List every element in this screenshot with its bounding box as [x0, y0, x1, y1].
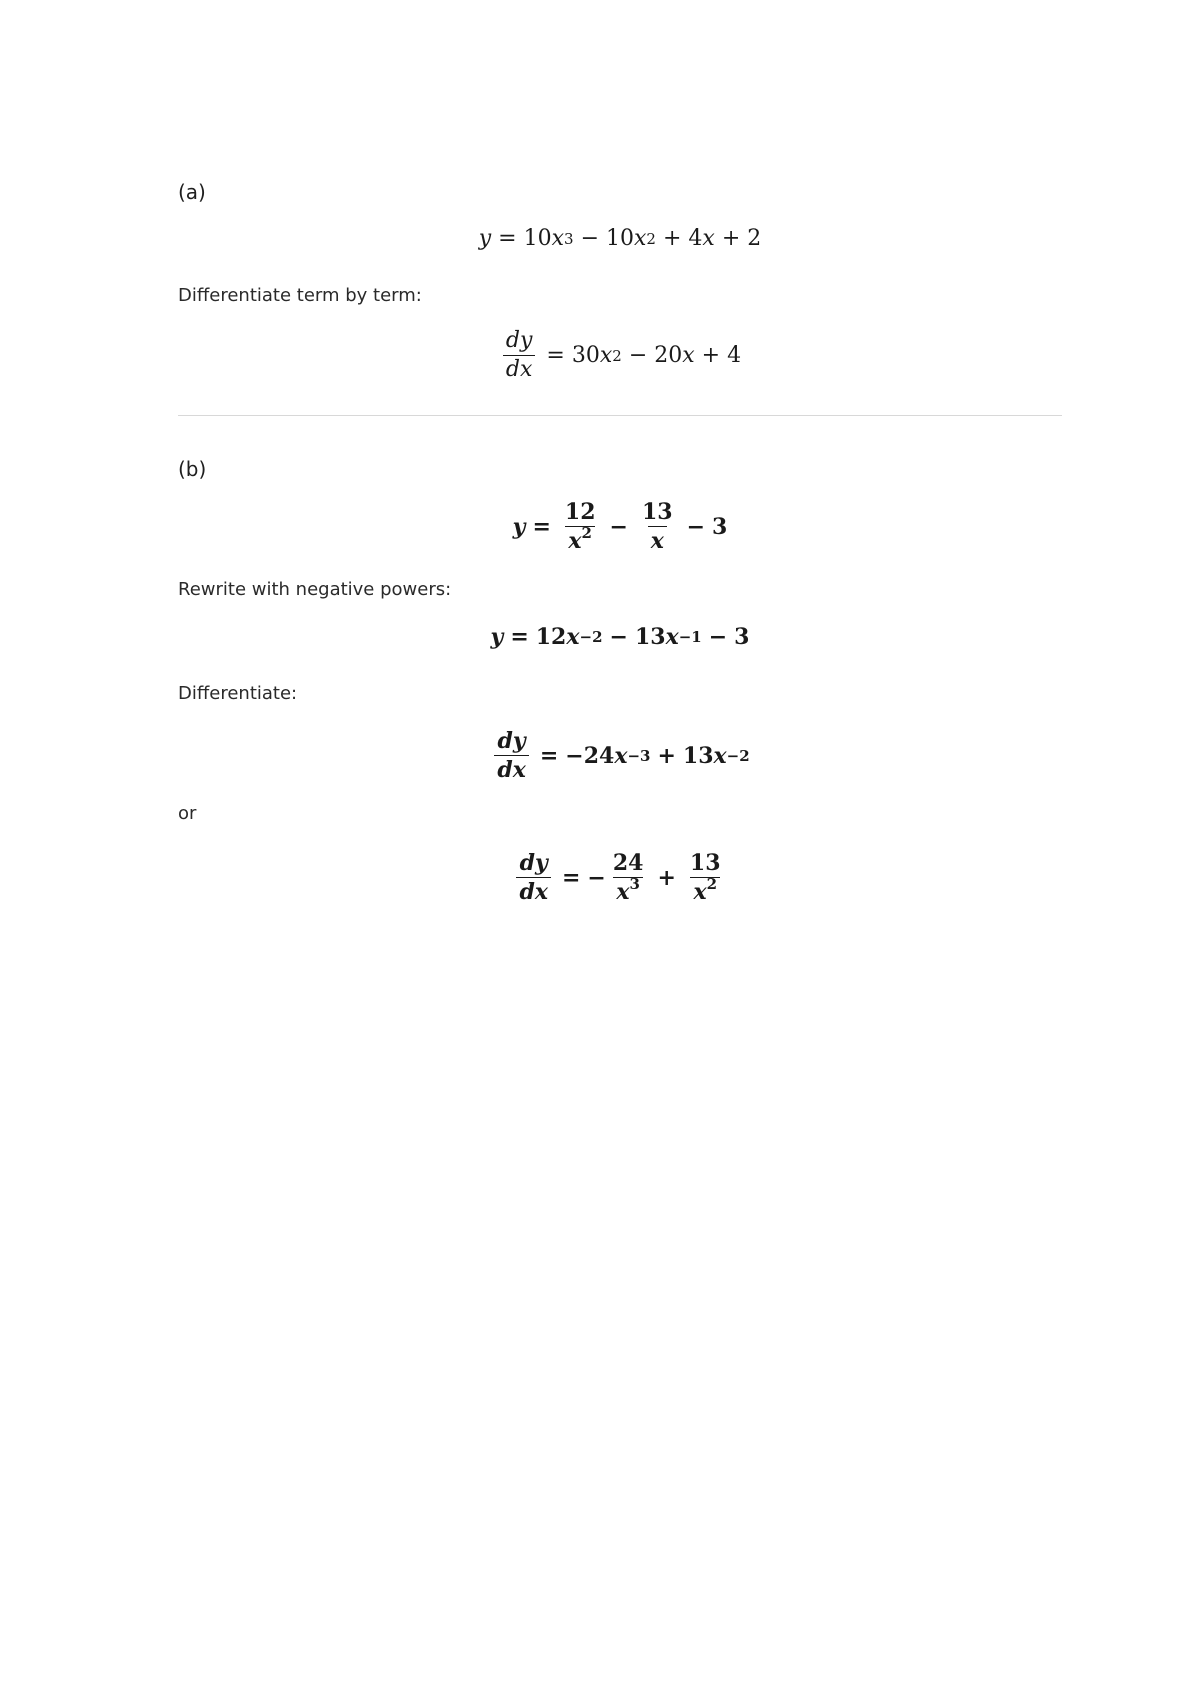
fraction-numerator: 12 [564, 499, 596, 525]
fraction-numerator: 24 [612, 850, 644, 876]
eq-operator: + [662, 226, 682, 251]
eq-operator: = [498, 226, 517, 251]
fraction-numerator: 13 [641, 499, 673, 525]
part-b-equation-2: y = 12 x −2 − 13 x −1 − 3 [490, 624, 750, 650]
eq-operator: + [721, 226, 741, 251]
eq-coefficient: 13 [682, 742, 714, 769]
eq-exponent: 2 [581, 524, 592, 542]
fraction-numerator: dy [519, 850, 548, 876]
part-b-equation-4 [178, 850, 1062, 904]
eq-variable: x [616, 879, 630, 905]
eq-operator: − [609, 513, 628, 540]
derivative-fraction [516, 851, 551, 904]
fraction-denominator [565, 526, 595, 553]
fraction-denominator: dx [494, 755, 529, 782]
eq-coefficient: 13 [634, 624, 666, 650]
eq-operator: = [510, 624, 529, 650]
eq-symbol: y [512, 513, 526, 540]
part-a-instruction: Differentiate term by term: [178, 285, 422, 306]
eq-exponent: 3 [629, 875, 640, 893]
eq-coefficient: −24 [565, 742, 615, 769]
eq-symbol: y [490, 624, 504, 650]
part-a-equation-2: $\frac{dy}{dx}$ = 30 x 2 − 20 x + 4 [178, 328, 1062, 382]
eq-operator: − [609, 624, 628, 650]
eq-exponent: 2 [706, 875, 717, 893]
part-a-label: (a) [178, 180, 206, 204]
part-a-equation-1: y = 10 x 3 − 10 x 2 + 4 x + 2 [478, 226, 762, 251]
part-b-equation-1 [178, 500, 1062, 553]
eq-operator: − [708, 624, 728, 650]
fraction-numerator: dy [497, 728, 526, 754]
fraction [610, 851, 647, 904]
eq-variable: x [693, 879, 707, 905]
eq-coefficient: 30 [571, 343, 600, 368]
eq-operator: = [561, 864, 581, 891]
eq-coefficient: 10 [523, 226, 552, 251]
fraction [639, 500, 676, 553]
eq-variable: x [634, 226, 647, 251]
eq-variable: x [566, 624, 580, 650]
eq-operator: − [580, 226, 599, 251]
eq-operator: = [532, 513, 551, 540]
derivative-fraction [503, 329, 536, 382]
eq-operator: + [657, 864, 676, 891]
fraction-denominator [690, 877, 720, 904]
part-b-instruction-3: or [178, 803, 197, 824]
fraction-denominator: dx [503, 355, 536, 382]
fraction-denominator [613, 877, 643, 904]
eq-variable: x [568, 528, 582, 554]
fraction [562, 500, 599, 553]
eq-negative-sign: − [587, 864, 606, 891]
part-b-label: (b) [178, 457, 207, 481]
eq-constant: 4 [727, 343, 742, 368]
eq-constant: 3 [734, 624, 750, 650]
eq-coefficient: 12 [535, 624, 567, 650]
fraction-numerator: 13 [689, 850, 721, 876]
part-b-instruction-1: Rewrite with negative powers: [178, 579, 452, 600]
eq-coefficient: 10 [606, 226, 634, 251]
eq-operator: − [628, 343, 648, 368]
eq-variable: x [599, 343, 613, 368]
eq-variable: x [713, 742, 727, 769]
eq-operator: + [657, 742, 676, 769]
part-b-instruction-2: Differentiate: [178, 683, 298, 704]
eq-coefficient: 20 [654, 343, 683, 368]
fraction-denominator: dx [516, 877, 551, 904]
section-divider [178, 415, 1062, 416]
eq-variable: x [702, 226, 715, 251]
derivative-fraction [494, 729, 529, 782]
eq-operator: = [539, 742, 559, 769]
eq-constant: 2 [747, 226, 762, 251]
eq-coefficient: 4 [688, 226, 703, 251]
eq-variable: x [551, 226, 565, 251]
eq-operator: − [686, 513, 706, 540]
eq-variable: x [682, 343, 695, 368]
fraction-numerator: dy [505, 328, 533, 353]
eq-symbol: y [478, 226, 492, 251]
eq-operator: = [546, 343, 565, 368]
eq-operator: + [701, 343, 721, 368]
fraction [687, 851, 724, 904]
eq-variable: x [665, 624, 679, 650]
eq-variable: x [614, 742, 628, 769]
eq-constant: 3 [712, 513, 728, 540]
fraction-denominator: x [648, 526, 667, 553]
part-b-equation-3: $\frac{dy}{dx}$ = −24 x −3 + 13 x −2 [178, 728, 1062, 782]
